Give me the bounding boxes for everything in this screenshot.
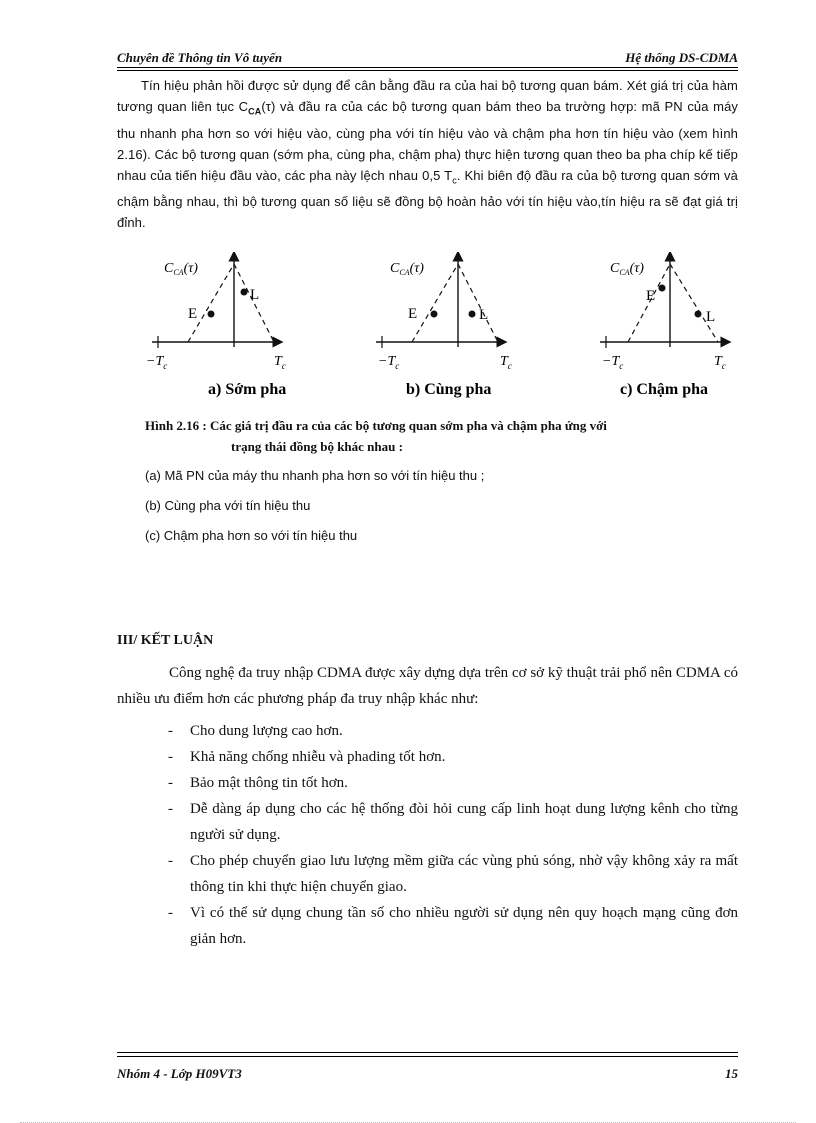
intro-line-6a: 0,5 T xyxy=(422,167,453,183)
intro-line-2b: (τ) và đầu ra của các bộ tương quan bám theo ba trường xyxy=(261,99,606,114)
axis-label: C xyxy=(610,261,620,276)
pos-tick-sub: c xyxy=(281,361,286,371)
intro-line-7: liệu sẽ đồng bộ hoàn hảo với tín hiệu vào,tín hiệu ra sẽ đạt giá trị đỉnh. xyxy=(117,194,738,231)
intro-line-4: pha hơn tín hiệu vào (xem hình 2.16). Các bộ tương quan (sớm pha, cùng pha, chậm pha) thực xyxy=(117,125,738,162)
pos-tick: T xyxy=(274,354,282,369)
svg-text:CCA(τ) xyxy=(390,261,424,277)
axis-arg: (τ) xyxy=(629,261,644,276)
list-dash: - xyxy=(168,749,173,765)
list-item xyxy=(168,744,738,770)
point-l xyxy=(469,311,476,318)
list-item-text: Cho phép chuyển giao lưu lượng mềm giữa các vùng phủ sóng, nhờ vậy không xảy ra mất thông tin khi thực hiện chuyển giao. xyxy=(190,853,738,895)
intro-line-5: hiện tương quan theo ba pha chíp kế tiếp nhau của tiến hiệu đầu vào, các pha này lệch nhau xyxy=(117,146,739,183)
list-dash: - xyxy=(168,853,173,869)
list-item xyxy=(168,770,738,796)
header-right: Hệ thống DS-CDMA xyxy=(625,50,738,65)
header-left: Chuyên đề Thông tin Vô tuyến xyxy=(117,50,283,65)
list-dash: - xyxy=(168,775,173,791)
label-e: E xyxy=(188,306,198,322)
figure-caption-line-2: trạng thái đồng bộ khác nhau : xyxy=(231,439,403,454)
conclusion-text: Công nghệ đa truy nhập CDMA được xây dựng dựa trên cơ sở kỹ thuật trải phổ nên CDMA có nhiều ưu điểm hơn các phương pháp đa truy nhập khác như: xyxy=(117,665,738,707)
axis-label: C xyxy=(390,261,400,276)
svg-text:CCA(τ) xyxy=(164,261,198,277)
footer-rule xyxy=(117,1052,738,1053)
label-e: E xyxy=(408,306,418,322)
intro-paragraph xyxy=(117,75,738,233)
option-b: (b) Cùng pha với tín hiệu thu xyxy=(145,498,311,513)
neg-tick-sub: c xyxy=(619,361,624,371)
list-item-text: Khả năng chống nhiễu và phading tốt hơn. xyxy=(190,749,446,765)
neg-tick: −T xyxy=(378,354,396,369)
pos-tick: T xyxy=(500,354,508,369)
option-c: (c) Chậm pha hơn so với tín hiệu thu xyxy=(145,528,358,543)
svg-text:Tc xyxy=(274,354,286,371)
neg-tick: −T xyxy=(602,354,620,369)
point-e xyxy=(208,311,215,318)
page-header xyxy=(117,50,738,66)
header-rule xyxy=(117,67,738,68)
figure-caption xyxy=(145,415,740,457)
list-item xyxy=(168,718,738,744)
pos-tick-sub: c xyxy=(507,361,512,371)
panel-in-phase xyxy=(376,256,512,398)
axis-sub: CA xyxy=(619,268,630,277)
footer-left: Nhóm 4 - Lớp H09VT3 xyxy=(117,1066,242,1081)
list-item-text: Bảo mật thông tin tốt hơn. xyxy=(190,775,348,791)
axis-sub: CA xyxy=(399,268,410,277)
panel-late xyxy=(600,256,726,398)
caption-in-phase: b) Cùng pha xyxy=(406,381,492,398)
list-item xyxy=(168,796,738,848)
page-number: 15 xyxy=(725,1066,738,1081)
intro-subscript-c: c xyxy=(452,175,457,186)
point-l xyxy=(241,289,248,296)
intro-line-6b: . Khi biên độ đầu ra của bộ tương quan sớm và chậm bằng nhau, thì bộ tương quan số xyxy=(117,167,738,210)
conclusion-paragraph xyxy=(117,660,738,712)
neg-tick-sub: c xyxy=(163,361,168,371)
panel-early xyxy=(146,256,286,398)
svg-text:Tc xyxy=(500,354,512,371)
svg-text:−Tc xyxy=(146,354,167,371)
svg-text:Tc xyxy=(714,354,726,371)
list-item xyxy=(168,848,738,900)
neg-tick-sub: c xyxy=(395,361,400,371)
point-l xyxy=(695,311,702,318)
intro-line-2a: trị của hàm tương quan liên tục C xyxy=(117,78,738,114)
neg-tick: −T xyxy=(146,354,164,369)
axis-sub: CA xyxy=(173,268,184,277)
list-dash: - xyxy=(168,723,173,739)
caption-late: c) Chậm pha xyxy=(620,381,709,398)
section-title: III/ KẾT LUẬN xyxy=(117,633,214,648)
pos-tick: T xyxy=(714,354,722,369)
list-item xyxy=(168,900,738,952)
pos-tick-sub: c xyxy=(721,361,726,371)
correlation-diagrams xyxy=(140,252,760,402)
label-l: L xyxy=(479,307,489,323)
label-e: E xyxy=(646,288,656,304)
list-dash: - xyxy=(168,905,173,921)
label-l: L xyxy=(706,309,716,325)
intro-line-1: Tín hiệu phản hồi được sử dụng để cân bằng đầu ra của hai bộ tương quan bám. Xét giá xyxy=(141,78,669,93)
option-a: (a) Mã PN của máy thu nhanh pha hơn so với tín hiệu thu ; xyxy=(145,468,485,483)
label-l: L xyxy=(250,287,260,303)
svg-text:−Tc xyxy=(378,354,399,371)
intro-subscript-ca: CA xyxy=(248,106,262,117)
svg-text:CCA(τ) xyxy=(610,261,644,277)
axis-label: C xyxy=(164,261,174,276)
figure-caption-line-1: Hình 2.16 : Các giá trị đầu ra của các bộ tương quan sớm pha và chậm pha ứng với xyxy=(145,418,607,433)
caption-early: a) Sớm pha xyxy=(208,381,287,398)
header-rule-secondary xyxy=(117,70,738,71)
intro-line-3: hợp: mã PN của máy thu nhanh pha hơn so với hiệu vào, cùng pha với tín hiệu vào và chậm xyxy=(117,99,738,141)
axis-arg: (τ) xyxy=(409,261,424,276)
list-item-text: Vì có thể sử dụng chung tần số cho nhiều người sử dụng nên quy hoạch mạng cũng đơn giản hơn. xyxy=(190,905,738,947)
axis-arg: (τ) xyxy=(183,261,198,276)
svg-text:−Tc xyxy=(602,354,623,371)
advantages-list xyxy=(168,718,738,952)
list-item-text: Cho dung lượng cao hơn. xyxy=(190,723,343,739)
point-e xyxy=(431,311,438,318)
figure-2-16 xyxy=(140,252,760,402)
list-dash: - xyxy=(168,801,173,817)
point-e xyxy=(659,285,666,292)
list-item-text: Dễ dàng áp dụng cho các hệ thống đòi hỏi cung cấp linh hoạt dung lượng kênh cho từng người sử dụng. xyxy=(190,801,738,843)
footer-rule-secondary xyxy=(117,1056,738,1057)
